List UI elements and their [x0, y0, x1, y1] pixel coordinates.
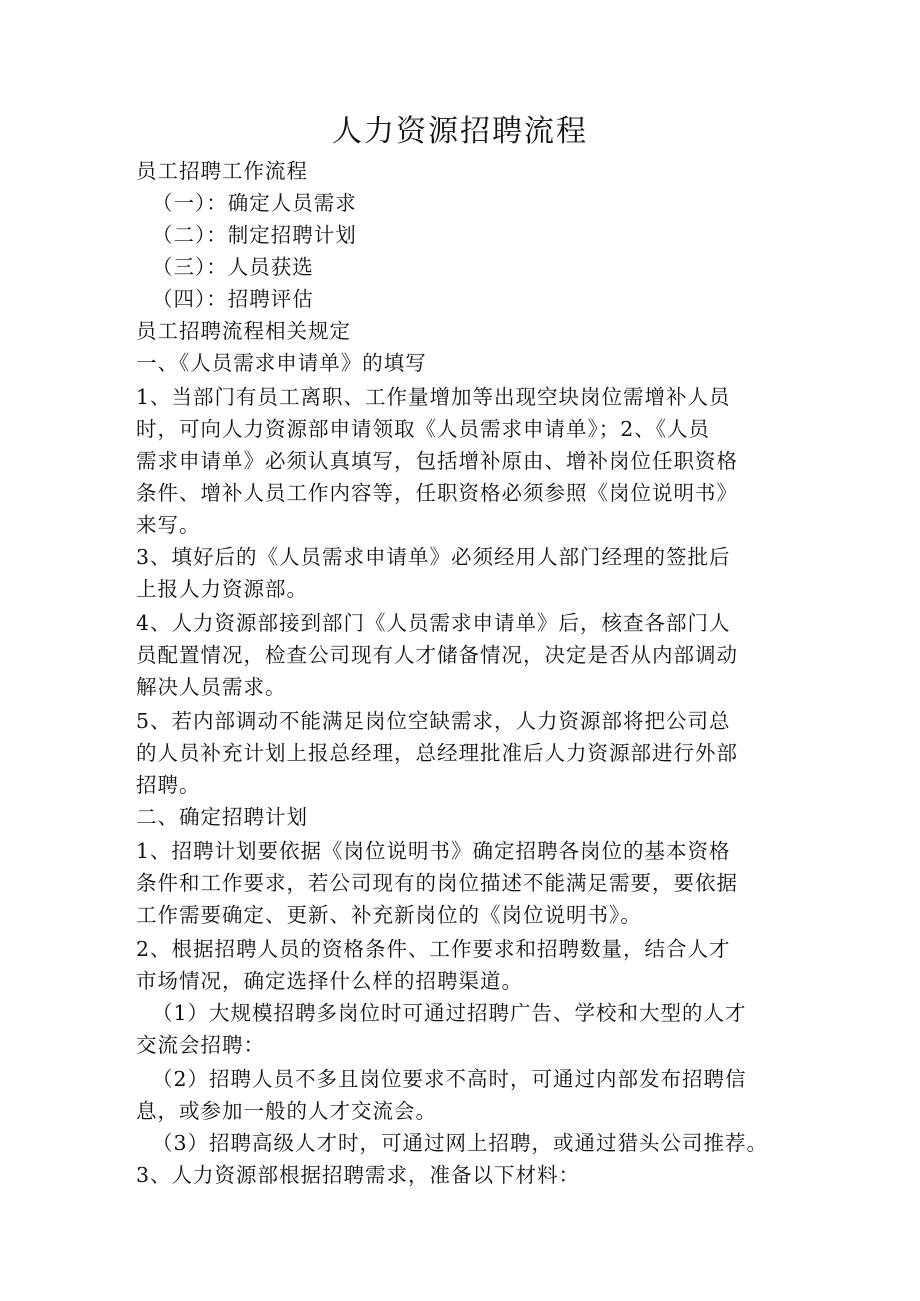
paragraph-line: 工作需要确定、更新、补充新岗位的《岗位说明书》。	[136, 903, 642, 927]
paragraph-line: 3、填好后的《人员需求申请单》必须经用人部门经理的签批后	[136, 545, 731, 569]
paragraph-line: 1、招聘计划要依据《岗位说明书》确定招聘各岗位的基本资格	[136, 839, 731, 863]
paragraph-line: 市场情况，确定选择什么样的招聘渠道。	[136, 969, 523, 993]
list-item: （2）招聘人员不多且岗位要求不高时，可通过内部发布招聘信	[152, 1067, 747, 1091]
paragraph-line: 来写。	[136, 513, 201, 537]
paragraph-line: 的人员补充计划上报总经理，总经理批准后人力资源部进行外部	[136, 741, 738, 765]
paragraph-line: 时，可向人力资源部申请领取《人员需求申请单》；2、《人员	[136, 417, 711, 441]
paragraph-line: 5、若内部调动不能满足岗位空缺需求，人力资源部将把公司总	[136, 709, 731, 733]
paragraph-line: 招聘。	[136, 773, 201, 797]
list-item: （二）：制定招聘计划	[152, 223, 357, 247]
paragraph-line: 4、人力资源部接到部门《人员需求申请单》后，核查各部门人	[136, 611, 731, 635]
document-title: 人力资源招聘流程	[332, 114, 588, 149]
paragraph-line: 解决人员需求。	[136, 675, 287, 699]
paragraph-line: 2、根据招聘人员的资格条件、工作要求和招聘数量，结合人才	[136, 937, 731, 961]
list-item: （一）：确定人员需求	[152, 191, 357, 215]
list-item: （1）大规模招聘多岗位时可通过招聘广告、学校和大型的人才	[152, 1001, 747, 1025]
paragraph-line: 条件和工作要求，若公司现有的岗位描述不能满足需要，要依据	[136, 871, 738, 895]
list-item: （四）：招聘评估	[152, 287, 314, 311]
list-item: （三）：人员获选	[152, 255, 314, 279]
paragraph-line: 息，或参加一般的人才交流会。	[136, 1099, 437, 1123]
paragraph-line: 员配置情况，检查公司现有人才储备情况，决定是否从内部调动	[136, 643, 738, 667]
list-item: （3）招聘高级人才时，可通过网上招聘，或通过猎头公司推荐。	[152, 1131, 769, 1155]
paragraph-line: 1、当部门有员工离职、工作量增加等出现空块岗位需增补人员	[136, 385, 731, 409]
section-heading: 二、确定招聘计划	[136, 805, 308, 829]
section-heading: 员工招聘工作流程	[136, 159, 308, 183]
paragraph-line: 条件、增补人员工作内容等，任职资格必须参照《岗位说明书》	[136, 481, 738, 505]
section-heading: 一、《人员需求申请单》的填写	[136, 351, 427, 375]
paragraph-line: 交流会招聘：	[136, 1033, 265, 1057]
paragraph-line: 3、人力资源部根据招聘需求，准备以下材料：	[136, 1163, 581, 1187]
paragraph-line: 需求申请单》必须认真填写，包括增补原由、增补岗位任职资格	[136, 449, 738, 473]
section-heading: 员工招聘流程相关规定	[136, 319, 351, 343]
paragraph-line: 上报人力资源部。	[136, 577, 308, 601]
